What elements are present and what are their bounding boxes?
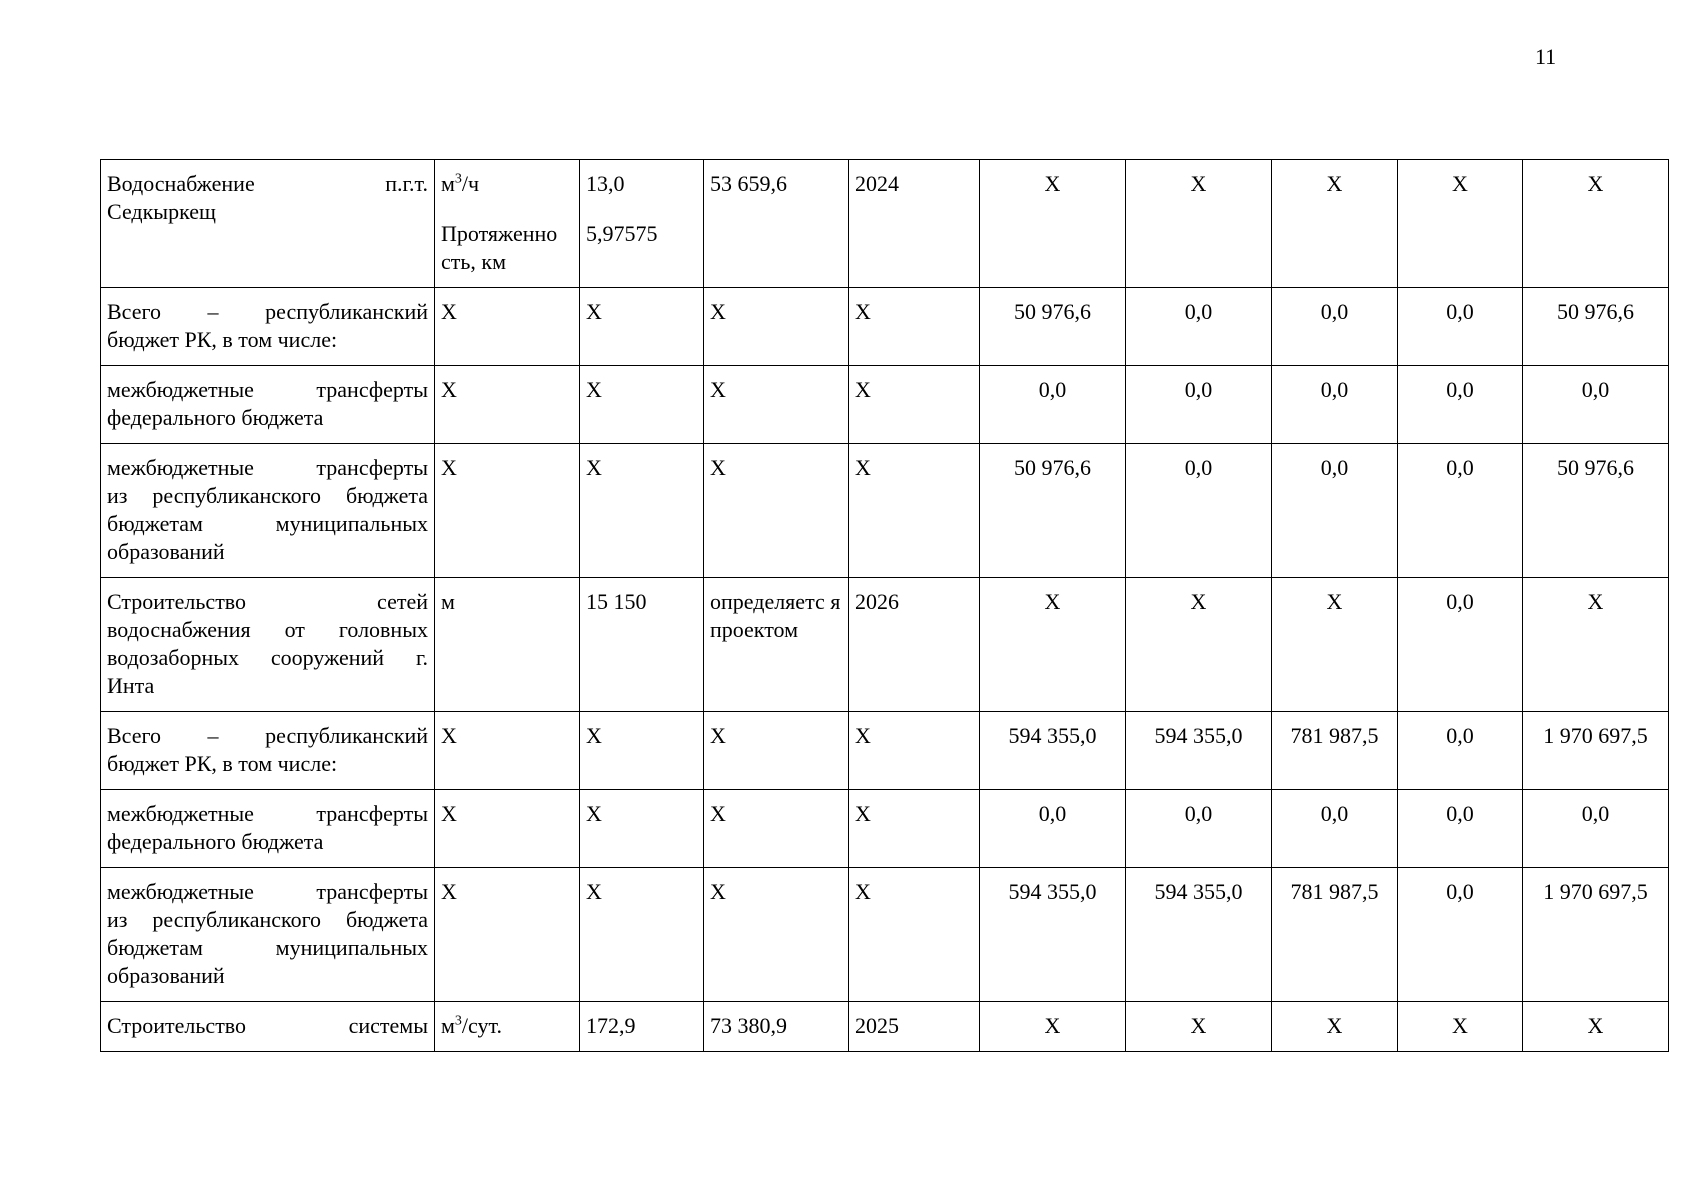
cell-cost: X [704,790,849,868]
cell-name [101,288,435,366]
cell-unit: X [435,288,580,366]
cell-v3: 0,0 [1272,288,1398,366]
table-row [101,868,1669,1002]
cell-unit: X [435,712,580,790]
cell-v2: X [1126,578,1272,712]
cell-v3: 0,0 [1272,366,1398,444]
unit-value: $м^3$/сут. [441,1013,502,1038]
cell-total: 50 976,6 [1523,288,1669,366]
cell-v2: 594 355,0 [1126,712,1272,790]
table-row [101,288,1669,366]
cell-v1: 50 976,6 [980,444,1126,578]
name-line: Водоснабжение п.г.т. [107,171,428,196]
cell-total: X [1523,578,1669,712]
name-line: из республиканского бюджета [107,483,428,508]
cell-cost: X [704,868,849,1002]
name-line: бюджетам муниципальных [107,935,428,960]
cell-v3: X [1272,160,1398,288]
cell-unit: X [435,366,580,444]
name-line: образований [107,963,225,988]
cell-v1: 594 355,0 [980,712,1126,790]
cell-cost: 53 659,6 [704,160,849,288]
cell-v4: 0,0 [1398,790,1523,868]
table-row [101,444,1669,578]
cell-qty: X [580,868,704,1002]
cell-unit: X [435,444,580,578]
name-line: межбюджетные трансферты [107,455,428,480]
cell-v4: 0,0 [1398,578,1523,712]
cell-name [101,1002,435,1052]
cell-v4: 0,0 [1398,366,1523,444]
name-line: из республиканского бюджета [107,907,428,932]
table-row [101,1002,1669,1052]
cell-name [101,712,435,790]
cell-v1: 0,0 [980,366,1126,444]
cell-v1: 0,0 [980,790,1126,868]
name-line: федерального бюджета [107,829,324,854]
cell-v3: 781 987,5 [1272,712,1398,790]
cell-cost: X [704,444,849,578]
cell-name [101,790,435,868]
name-line: Всего – республиканский [107,299,428,324]
table-row [101,578,1669,712]
cell-v4: 0,0 [1398,444,1523,578]
budget-table [100,159,1669,1052]
unit-value: $м^3/ч$ [441,171,480,196]
name-line: межбюджетные трансферты [107,377,428,402]
name-line: водоснабжения от головных [107,617,428,642]
cell-year: X [849,868,980,1002]
cell-v1: 594 355,0 [980,868,1126,1002]
cell-qty: X [580,366,704,444]
cell-name [101,160,435,288]
cell-qty: X [580,790,704,868]
cell-unit [435,160,580,288]
cell-name [101,868,435,1002]
cell-v4: 0,0 [1398,868,1523,1002]
name-line: Всего – республиканский [107,723,428,748]
cell-v3: 781 987,5 [1272,868,1398,1002]
name-line: бюджет РК, в том числе: [107,327,338,352]
cell-total: 1 970 697,5 [1523,868,1669,1002]
cell-v3: 0,0 [1272,790,1398,868]
cell-unit [435,1002,580,1052]
page-number: 11 [1535,44,1557,69]
name-line: Строительство системы [107,1013,428,1038]
cell-v2: 0,0 [1126,366,1272,444]
name-line: межбюджетные трансферты [107,801,428,826]
cell-cost: X [704,288,849,366]
cell-v4: X [1398,160,1523,288]
cell-year: 2024 [849,160,980,288]
table-row [101,790,1669,868]
cell-qty: X [580,712,704,790]
cell-qty: 15 150 [580,578,704,712]
cell-year: X [849,288,980,366]
cell-qty [580,160,704,288]
name-line: Строительство сетей [107,589,428,614]
cell-qty: 172,9 [580,1002,704,1052]
cell-total: 0,0 [1523,790,1669,868]
cell-v2: 594 355,0 [1126,868,1272,1002]
cell-total: 1 970 697,5 [1523,712,1669,790]
cell-v4: X [1398,1002,1523,1052]
cell-total: X [1523,1002,1669,1052]
cell-v2: X [1126,1002,1272,1052]
cell-year: 2025 [849,1002,980,1052]
cell-v3: X [1272,578,1398,712]
name-line: межбюджетные трансферты [107,879,428,904]
cell-v1: X [980,1002,1126,1052]
cell-v1: X [980,160,1126,288]
cell-v2: 0,0 [1126,790,1272,868]
cell-year: X [849,444,980,578]
cell-unit: X [435,868,580,1002]
cell-cost: X [704,712,849,790]
cell-year: X [849,790,980,868]
cell-v2: 0,0 [1126,288,1272,366]
qty-line: 13,0 [586,171,625,196]
cell-qty: X [580,288,704,366]
name-line: образований [107,539,225,564]
cell-v2: X [1126,160,1272,288]
name-line: Седкыркещ [107,199,216,224]
table-row [101,366,1669,444]
name-line: бюджет РК, в том числе: [107,751,338,776]
cell-qty: X [580,444,704,578]
cell-year: X [849,712,980,790]
cell-v4: 0,0 [1398,288,1523,366]
cell-name [101,366,435,444]
unit-line: сть, км [441,249,507,274]
cell-unit: X [435,790,580,868]
cell-year: X [849,366,980,444]
cell-total: 0,0 [1523,366,1669,444]
table-row [101,712,1669,790]
cell-name [101,578,435,712]
cell-cost: определяетс я проектом [704,578,849,712]
name-line: водозаборных сооружений г. [107,645,428,670]
name-line: федерального бюджета [107,405,324,430]
name-line: бюджетам муниципальных [107,511,428,536]
cell-v4: 0,0 [1398,712,1523,790]
table-row [101,160,1669,288]
name-line: Инта [107,673,155,698]
cell-name [101,444,435,578]
cell-year: 2026 [849,578,980,712]
cell-v1: 50 976,6 [980,288,1126,366]
cell-cost: X [704,366,849,444]
cell-cost: 73 380,9 [704,1002,849,1052]
cell-v2: 0,0 [1126,444,1272,578]
cell-total: X [1523,160,1669,288]
cell-total: 50 976,6 [1523,444,1669,578]
unit-line: Протяженно [441,221,558,246]
cell-v3: X [1272,1002,1398,1052]
qty-line: 5,97575 [586,221,658,246]
cell-v3: 0,0 [1272,444,1398,578]
cell-v1: X [980,578,1126,712]
cell-unit: м [435,578,580,712]
